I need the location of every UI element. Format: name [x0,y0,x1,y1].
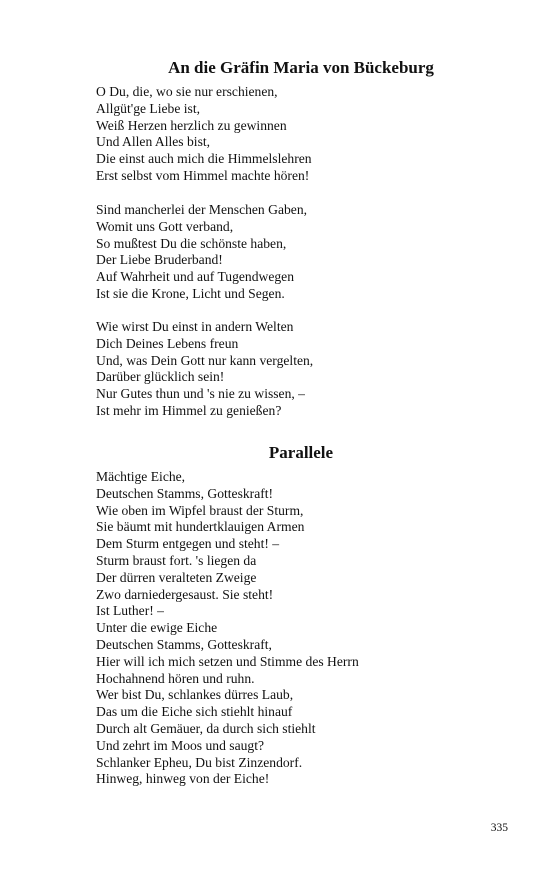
verse-line: Deutschen Stamms, Gotteskraft! [96,485,274,501]
verse-line: Und Allen Alles bist, [96,134,211,150]
verse-line: Schlanker Epheu, Du bist Zinzendorf. [96,754,303,770]
verse-line: Hochahnend hören und ruhn. [96,670,255,686]
poem-parallele-body [96,469,359,788]
verse-line: O Du, die, wo sie nur erschienen, [96,84,278,99]
page-number: 335 [490,822,508,834]
verse-line: So mußtest Du die schönste haben, [96,235,287,251]
verse-line: Ist mehr im Himmel zu genießen? [96,402,282,418]
stanza-3 [96,319,313,420]
verse-line: Der Liebe Bruderband! [96,252,223,268]
verse-line: Hier will ich mich setzen und Stimme des Herrn [96,653,359,669]
verse-line: Das um die Eiche sich stiehlt hinauf [96,704,293,720]
verse-line: Durch alt Gemäuer, da durch sich stiehlt [96,720,316,736]
poem-title-bueckeburg: An die Gräfin Maria von Bückeburg [168,58,434,77]
verse-line: Unter die ewige Eiche [96,620,218,636]
verse-line: Wie oben im Wipfel braust der Sturm, [96,502,304,518]
verse-line: Der dürren veralteten Zweige [96,569,257,585]
verse-line: Nur Gutes thun und 's nie zu wissen, – [96,386,305,402]
verse-line: Ist sie die Krone, Licht und Segen. [96,285,285,301]
stanza-2 [96,202,307,303]
verse-line: Hinweg, hinweg von der Eiche! [96,771,270,787]
stanza-1 [96,84,312,185]
poem-title-parallele: Parallele [268,443,334,462]
verse-line: Dich Deines Lebens freun [96,335,239,351]
verse-line: Und zehrt im Moos und saugt? [96,737,265,753]
verse-line: Dem Sturm entgegen und steht! – [96,536,280,552]
verse-line: Sie bäumt mit hundertklauigen Armen [96,519,305,535]
verse-line: Sturm braust fort. 's liegen da [96,552,257,568]
verse-line: Womit uns Gott verband, [96,218,234,234]
verse-line: Mächtige Eiche, [96,469,186,484]
verse-line: Wer bist Du, schlankes dürres Laub, [96,687,294,703]
verse-line: Deutschen Stamms, Gotteskraft, [96,636,272,652]
verse-line: Auf Wahrheit und auf Tugendwegen [96,269,294,285]
verse-line: Sind mancherlei der Menschen Gaben, [96,202,308,217]
verse-line: Darüber glücklich sein! [96,369,225,385]
verse-line: Zwo darniedergesaust. Sie steht! [96,586,274,602]
verse-line: Die einst auch mich die Himmelslehren [96,151,312,167]
verse-line: Wie wirst Du einst in andern Welten [96,319,294,334]
verse-line: Erst selbst vom Himmel machte hören! [96,167,310,183]
verse-line: Weiß Herzen herzlich zu gewinnen [96,117,287,133]
verse-line: Und, was Dein Gott nur kann vergelten, [96,352,314,368]
verse-line: Ist Luther! – [96,603,164,619]
verse-line: Allgüt'ge Liebe ist, [96,100,201,116]
